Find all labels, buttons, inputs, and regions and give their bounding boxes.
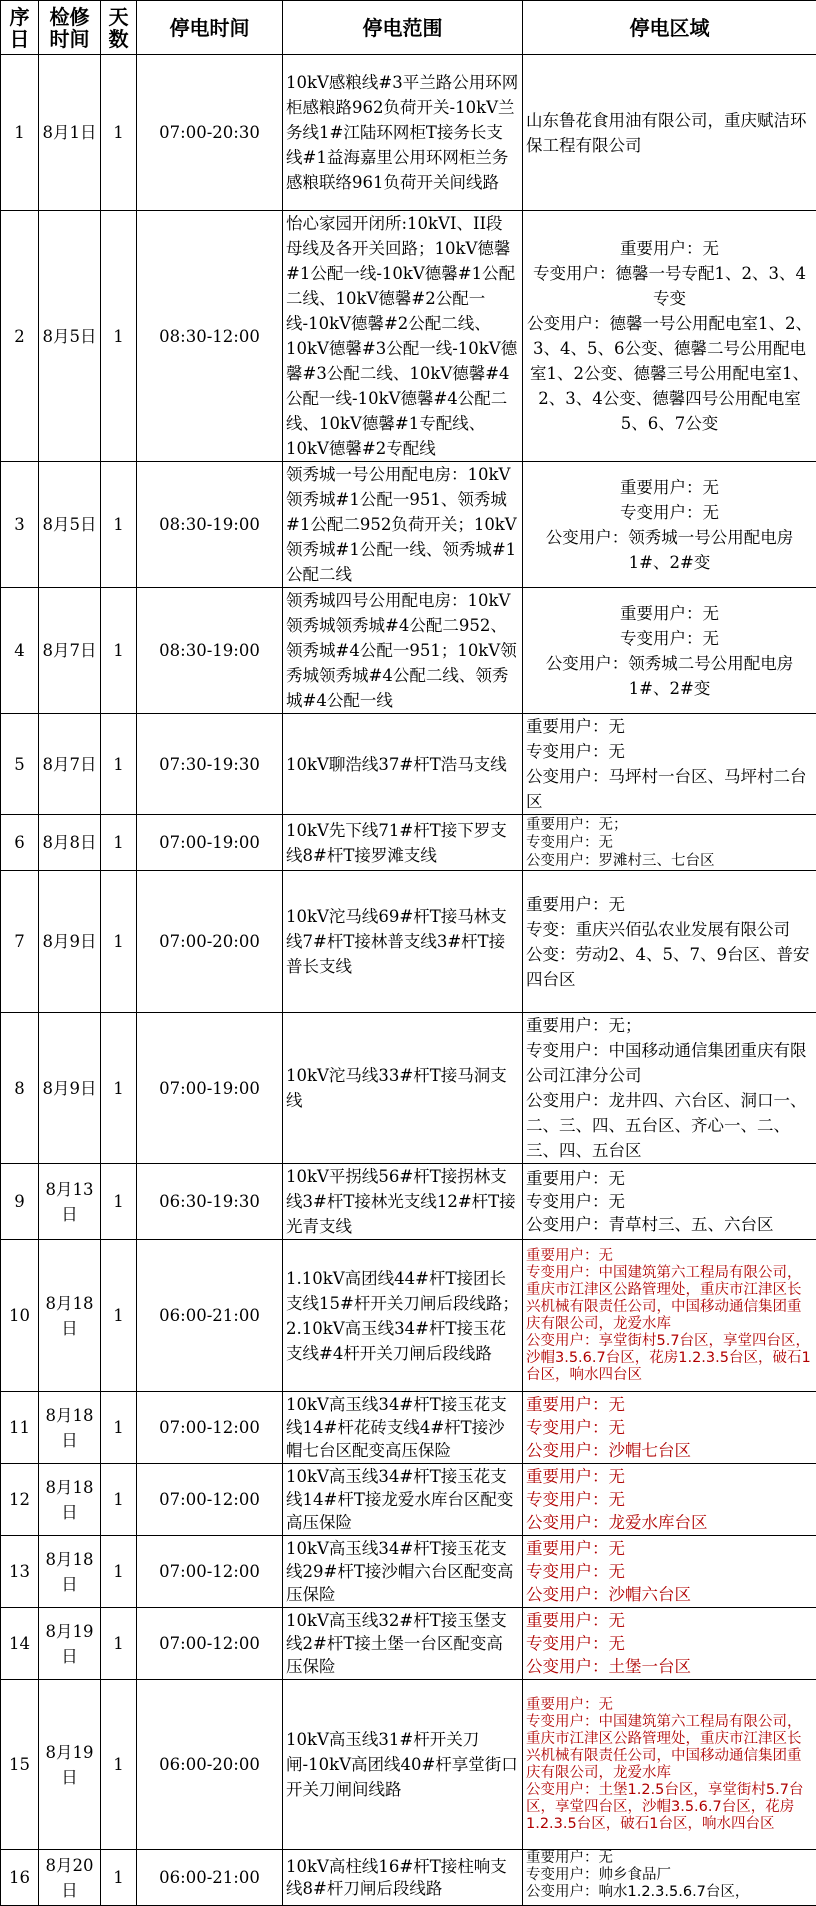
row-area — [523, 588, 816, 714]
area-line: 专变用户：无 — [526, 1488, 813, 1511]
row-days: 1 — [101, 588, 137, 714]
row-scope: 10kV高柱线16#杆T接柱响支线8#杆刀闸后段线路 — [283, 1850, 523, 1906]
row-area — [523, 1392, 816, 1464]
table-row — [1, 1392, 816, 1464]
row-date: 8月13日 — [39, 1164, 101, 1240]
area-line: 专变用户：无 — [526, 626, 813, 651]
row-days: 1 — [101, 1392, 137, 1464]
row-scope: 10kV高玉线32#杆T接玉堡支线2#杆T接土堡一台区配变高压保险 — [283, 1608, 523, 1680]
row-days: 1 — [101, 1240, 137, 1392]
row-area — [523, 1164, 816, 1240]
area-line: 公变用户：马坪村一台区、马坪村二台区 — [526, 764, 813, 814]
table-row — [1, 1680, 816, 1850]
row-number: 10 — [1, 1240, 39, 1392]
row-time: 07:00-19:00 — [137, 815, 283, 871]
row-area — [523, 1240, 816, 1392]
area-line: 公变用户：响水1.2.3.5.6.7台区， — [526, 1884, 813, 1901]
area-line: 专变用户：中国移动通信集团重庆有限公司江津分公司 — [526, 1038, 813, 1088]
table-row — [1, 1536, 816, 1608]
table-row — [1, 211, 816, 462]
area-line: 重要用户：无； — [526, 816, 813, 834]
area-line: 重要用户：无 — [526, 1465, 813, 1488]
row-time: 06:00-20:00 — [137, 1680, 283, 1850]
row-time: 07:00-20:00 — [137, 871, 283, 1013]
row-days: 1 — [101, 55, 137, 211]
row-days: 1 — [101, 462, 137, 588]
row-time: 06:00-21:00 — [137, 1240, 283, 1392]
table-row — [1, 55, 816, 211]
area-line: 专变用户：德馨一号专配1、2、3、4专变 — [526, 261, 813, 311]
row-number: 12 — [1, 1464, 39, 1536]
row-time: 08:30-19:00 — [137, 462, 283, 588]
row-days: 1 — [101, 1850, 137, 1906]
area-line: 重要用户：无 — [526, 1167, 813, 1190]
row-area — [523, 1850, 816, 1906]
header-date: 检修时间 — [39, 1, 101, 55]
area-line: 公变用户：龙爱水库台区 — [526, 1511, 813, 1534]
area-line: 专变用户：中国建筑第六工程局有限公司，重庆市江津区公路管理处，重庆市江津区长兴机械有限责任公司，中国移动通信集团重庆有限公司，龙爱水库 — [526, 1265, 813, 1333]
row-days: 1 — [101, 211, 137, 462]
area-line: 重要用户：无 — [526, 1248, 813, 1265]
area-line: 重要用户：无 — [526, 1537, 813, 1560]
area-line: 重要用户：无 — [526, 601, 813, 626]
row-scope: 领秀城一号公用配电房：10kV领秀城#1公配一951、领秀城#1公配二952负荷开关；10kV领秀城#1公配一线、领秀城#1公配二线 — [283, 462, 523, 588]
table-row — [1, 1164, 816, 1240]
row-date: 8月7日 — [39, 714, 101, 815]
header-days: 天数 — [101, 1, 137, 55]
row-scope: 10kV感粮线#3平兰路公用环网柜感粮路962负荷开关-10kV兰务线1#江陆环网柜T接务长支线#1益海嘉里公用环网柜兰务感粮联络961负荷开关间线路 — [283, 55, 523, 211]
row-number: 15 — [1, 1680, 39, 1850]
row-time: 06:30-19:30 — [137, 1164, 283, 1240]
row-area — [523, 1464, 816, 1536]
row-area — [523, 815, 816, 871]
row-time: 07:00-12:00 — [137, 1464, 283, 1536]
row-number: 16 — [1, 1850, 39, 1906]
row-scope: 怡心家园开闭所:10kVI、II段母线及各开关回路；10kV德馨#1公配一线-10kV德馨#1公配二线、10kV德馨#2公配一线-10kV德馨#2公配二线、10kV德馨#3公配一线-10kV德馨#3公配二线、10kV德馨#4公配一线-10kV德馨#4公配二线、10kV德馨#1专配线、10kV德馨#2专配线 — [283, 211, 523, 462]
area-line: 专变用户：帅乡食品厂 — [526, 1867, 813, 1884]
area-line: 专变用户：无 — [526, 834, 813, 852]
row-days: 1 — [101, 1680, 137, 1850]
row-number: 4 — [1, 588, 39, 714]
area-line: 公变用户：领秀城二号公用配电房1#、2#变 — [526, 651, 813, 701]
area-line: 公变用户：沙帽七台区 — [526, 1439, 813, 1462]
row-date: 8月19日 — [39, 1608, 101, 1680]
row-number: 3 — [1, 462, 39, 588]
area-line: 公变：劳动2、4、5、7、9台区、普安四台区 — [526, 942, 813, 992]
area-line: 重要用户：无 — [526, 1697, 813, 1714]
row-time: 07:00-12:00 — [137, 1392, 283, 1464]
header-area: 停电区域 — [523, 1, 816, 55]
row-time: 06:00-21:00 — [137, 1850, 283, 1906]
row-scope: 10kV平拐线56#杆T接拐林支线3#杆T接林光支线12#杆T接光青支线 — [283, 1164, 523, 1240]
area-line: 专变用户：中国建筑第六工程局有限公司，重庆市江津区公路管理处，重庆市江津区长兴机械有限责任公司，中国移动通信集团重庆有限公司，龙爱水库 — [526, 1714, 813, 1782]
row-days: 1 — [101, 1164, 137, 1240]
row-time: 08:30-12:00 — [137, 211, 283, 462]
row-time: 08:30-19:00 — [137, 588, 283, 714]
table-row — [1, 1850, 816, 1906]
row-scope: 10kV高玉线34#杆T接玉花支线29#杆T接沙帽六台区配变高压保险 — [283, 1536, 523, 1608]
row-number: 14 — [1, 1608, 39, 1680]
area-line: 公变用户：领秀城一号公用配电房1#、2#变 — [526, 525, 813, 575]
area-line: 公变用户：德馨一号公用配电室1、2、3、4、5、6公变、德馨二号公用配电室1、2公变、德馨三号公用配电室1、2、3、4公变、德馨四号公用配电室5、6、7公变 — [526, 311, 813, 436]
row-time: 07:00-12:00 — [137, 1536, 283, 1608]
row-date: 8月18日 — [39, 1392, 101, 1464]
row-days: 1 — [101, 1536, 137, 1608]
row-days: 1 — [101, 815, 137, 871]
area-line: 专变用户：无 — [526, 500, 813, 525]
area-line: 专变用户：无 — [526, 1416, 813, 1439]
row-time: 07:00-20:30 — [137, 55, 283, 211]
area-line: 重要用户：无 — [526, 236, 813, 261]
area-line: 重要用户：无 — [526, 475, 813, 500]
row-date: 8月19日 — [39, 1680, 101, 1850]
row-days: 1 — [101, 1013, 137, 1164]
row-time: 07:30-19:30 — [137, 714, 283, 815]
area-line: 公变用户：罗滩村三、七台区 — [526, 852, 813, 870]
row-time: 07:00-12:00 — [137, 1608, 283, 1680]
area-line: 专变用户：无 — [526, 739, 813, 764]
table-row — [1, 1013, 816, 1164]
row-date: 8月5日 — [39, 462, 101, 588]
row-days: 1 — [101, 714, 137, 815]
row-date: 8月9日 — [39, 871, 101, 1013]
row-date: 8月20日 — [39, 1850, 101, 1906]
row-area — [523, 1013, 816, 1164]
area-line: 公变用户：龙井四、六台区、洞口一、二、三、四、五台区、齐心一、二、三、四、五台区 — [526, 1088, 813, 1163]
area-line: 重要用户：无 — [526, 892, 813, 917]
row-days: 1 — [101, 1464, 137, 1536]
row-number: 5 — [1, 714, 39, 815]
area-line: 公变用户：沙帽六台区 — [526, 1583, 813, 1606]
row-number: 2 — [1, 211, 39, 462]
row-number: 13 — [1, 1536, 39, 1608]
row-area — [523, 1536, 816, 1608]
row-scope: 10kV聊浩线37#杆T浩马支线 — [283, 714, 523, 815]
row-scope: 10kV先下线71#杆T接下罗支线8#杆T接罗滩支线 — [283, 815, 523, 871]
area-line: 重要用户：无 — [526, 1393, 813, 1416]
header-scope: 停电范围 — [283, 1, 523, 55]
row-date: 8月5日 — [39, 211, 101, 462]
table-row — [1, 588, 816, 714]
row-scope: 10kV高玉线34#杆T接玉花支线14#杆T接龙爱水库台区配变高压保险 — [283, 1464, 523, 1536]
row-area — [523, 714, 816, 815]
area-line: 重要用户：无 — [526, 1609, 813, 1632]
area-line: 公变用户：土堡一台区 — [526, 1655, 813, 1678]
area-line: 专变：重庆兴佰弘农业发展有限公司 — [526, 917, 813, 942]
row-area — [523, 1608, 816, 1680]
area-line: 山东鲁花食用油有限公司，重庆赋洁环保工程有限公司 — [526, 108, 813, 158]
row-date: 8月18日 — [39, 1464, 101, 1536]
row-date: 8月9日 — [39, 1013, 101, 1164]
row-number: 6 — [1, 815, 39, 871]
row-date: 8月1日 — [39, 55, 101, 211]
row-scope: 10kV高玉线31#杆开关刀闸-10kV高团线40#杆享堂街口开关刀闸间线路 — [283, 1680, 523, 1850]
row-number: 7 — [1, 871, 39, 1013]
row-number: 9 — [1, 1164, 39, 1240]
area-line: 重要用户：无 — [526, 1850, 813, 1867]
row-date: 8月18日 — [39, 1240, 101, 1392]
row-area — [523, 211, 816, 462]
row-scope: 10kV高玉线34#杆T接玉花支线14#杆花砖支线4#杆T接沙帽七台区配变高压保险 — [283, 1392, 523, 1464]
row-date: 8月7日 — [39, 588, 101, 714]
area-line: 专变用户：无 — [526, 1632, 813, 1655]
row-area — [523, 1680, 816, 1850]
row-scope: 10kV沱马线69#杆T接马林支线7#杆T接林普支线3#杆T接普长支线 — [283, 871, 523, 1013]
header-seq: 序日 — [1, 1, 39, 55]
row-scope: 领秀城四号公用配电房：10kV领秀城领秀城#4公配二952、领秀城#4公配一951；10kV领秀城领秀城#4公配二线、领秀城#4公配一线 — [283, 588, 523, 714]
row-days: 1 — [101, 871, 137, 1013]
row-area — [523, 55, 816, 211]
area-line: 公变用户：青草村三、五、六台区 — [526, 1213, 813, 1236]
table-row — [1, 1608, 816, 1680]
area-line: 重要用户：无 — [526, 714, 813, 739]
row-area — [523, 462, 816, 588]
table-row — [1, 714, 816, 815]
area-line: 专变用户：无 — [526, 1190, 813, 1213]
row-scope: 10kV沱马线33#杆T接马洞支线 — [283, 1013, 523, 1164]
row-time: 07:00-19:00 — [137, 1013, 283, 1164]
row-scope: 1.10kV高团线44#杆T接团长支线15#杆开关刀闸后段线路；2.10kV高玉线34#杆T接玉花支线#4杆开关刀闸后段线路 — [283, 1240, 523, 1392]
area-line: 专变用户：无 — [526, 1560, 813, 1583]
row-number: 8 — [1, 1013, 39, 1164]
row-number: 1 — [1, 55, 39, 211]
header-time: 停电时间 — [137, 1, 283, 55]
row-days: 1 — [101, 1608, 137, 1680]
table-row — [1, 1240, 816, 1392]
area-line: 重要用户：无； — [526, 1013, 813, 1038]
row-date: 8月8日 — [39, 815, 101, 871]
header-row — [1, 1, 816, 55]
area-line: 公变用户：享堂街村5.7台区，享堂四台区，沙帽3.5.6.7台区，花房1.2.3.5台区，破石1台区，响水四台区 — [526, 1333, 813, 1384]
table-row — [1, 871, 816, 1013]
row-date: 8月18日 — [39, 1536, 101, 1608]
table-row — [1, 462, 816, 588]
row-area — [523, 871, 816, 1013]
table-row — [1, 815, 816, 871]
table-row — [1, 1464, 816, 1536]
row-number: 11 — [1, 1392, 39, 1464]
area-line: 公变用户：土堡1.2.5台区，享堂街村5.7台区，享堂四台区，沙帽3.5.6.7台区，花房1.2.3.5台区，破石1台区，响水四台区 — [526, 1782, 813, 1833]
